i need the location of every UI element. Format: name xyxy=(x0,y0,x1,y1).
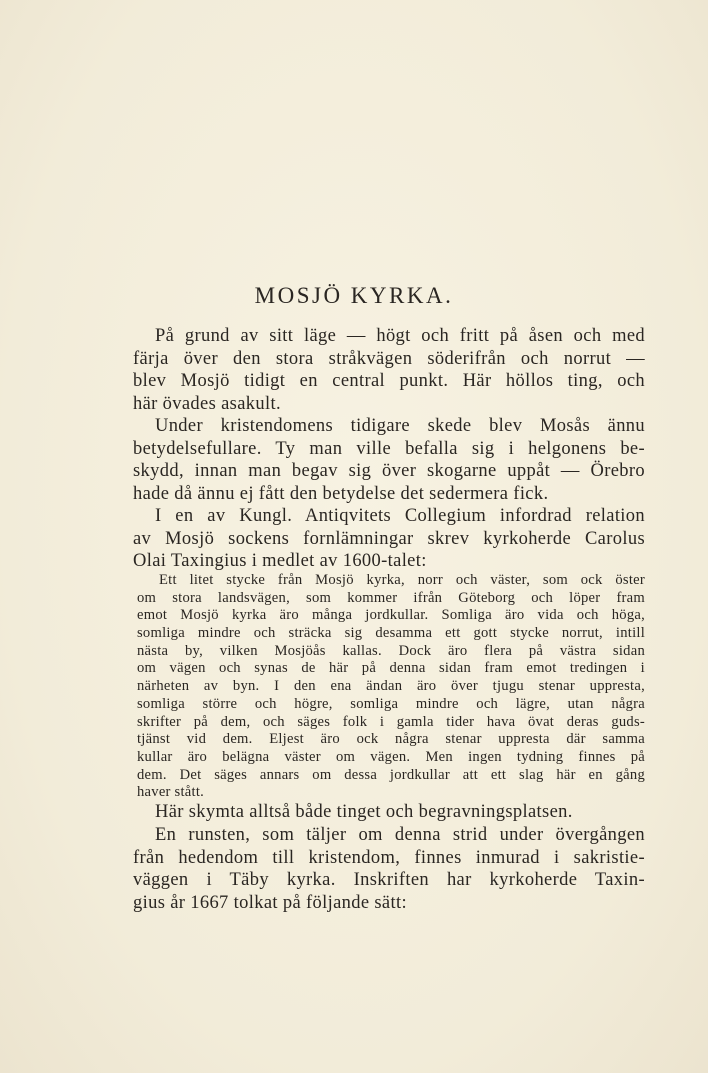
text-line: skydd, innan man begav sig över skogarne uppåt — Örebro xyxy=(133,461,645,482)
block-quote xyxy=(137,572,645,802)
paragraph-5 xyxy=(133,824,645,914)
text-line: hade då ännu ej fått den betydelse det sedermera fick. xyxy=(133,483,549,504)
quote-line: närheten av byn. I den ena ändan äro över tjugu stenar uppresta, xyxy=(137,678,645,695)
quote-line: Ett litet stycke från Mosjö kyrka, norr och väster, som ock öster xyxy=(159,572,645,588)
quote-line: dem. Det säges annars om dessa jordkullar att ett slag här en gång xyxy=(137,766,645,783)
text-line: av Mosjö sockens fornlämningar skrev kyrkoherde Carolus xyxy=(133,528,645,549)
text-line: blev Mosjö tidigt en central punkt. Här höllos ting, och xyxy=(133,371,645,392)
page-title: MOSJÖ KYRKA. xyxy=(254,283,454,308)
paragraph-2 xyxy=(133,415,645,505)
paragraph-4 xyxy=(133,801,645,824)
quote-line: skrifter på dem, och säges folk i gamla tider hava övat deras guds- xyxy=(137,713,645,730)
text-line: färja över den stora stråkvägen söderifrån och norrut — xyxy=(133,348,645,369)
text-line: På grund av sitt läge — högt och fritt på åsen och med xyxy=(155,326,645,346)
quote-line: somliga större och högre, somliga mindre och lägre, utan några xyxy=(137,695,645,712)
quote-line: emot Mosjö kyrka äro många jordkullar. Somliga äro vida och höga, xyxy=(137,607,645,624)
text-line: från hedendom till kristendom, finnes inmurad i sakristie- xyxy=(133,847,645,868)
text-line: Här skymta alltså både tinget och begravningsplatsen. xyxy=(155,802,573,822)
text-line: här övades asakult. xyxy=(133,393,281,414)
quote-line: om stora landsvägen, som kommer ifrån Göteborg och löper fram xyxy=(137,589,645,606)
text-line: Under kristendomens tidigare skede blev Mosås ännu xyxy=(155,416,645,436)
quote-line: om vägen och synas de här på denna sidan fram emot tredingen i xyxy=(137,660,645,677)
text-line: betydelsefullare. Ty man ville befalla sig i helgonens be- xyxy=(133,438,645,459)
text-line: I en av Kungl. Antiqvitets Collegium infordrad relation xyxy=(155,506,645,526)
text-line: gius år 1667 tolkat på följande sätt: xyxy=(133,892,407,913)
paragraph-3 xyxy=(133,505,645,573)
quote-line: tjänst vid dem. Eljest äro ock några stenar uppresta där samma xyxy=(137,731,645,748)
text-line: En runsten, som täljer om denna strid under övergången xyxy=(155,825,645,845)
quote-line: somliga mindre och sträcka sig desamma ett gott stycke norrut, intill xyxy=(137,625,645,642)
paragraph-1 xyxy=(133,325,645,415)
text-line: väggen i Täby kyrka. Inskriften har kyrkoherde Taxin- xyxy=(133,870,645,891)
text-line: Olai Taxingius i medlet av 1600-talet: xyxy=(133,551,427,572)
quote-line: nästa by, vilken Mosjöås kallas. Dock äro flera på västra sidan xyxy=(137,642,645,659)
quote-line: haver stått. xyxy=(137,784,205,801)
quote-line: kullar äro belägna väster om vägen. Men ingen tydning finnes på xyxy=(137,748,645,765)
